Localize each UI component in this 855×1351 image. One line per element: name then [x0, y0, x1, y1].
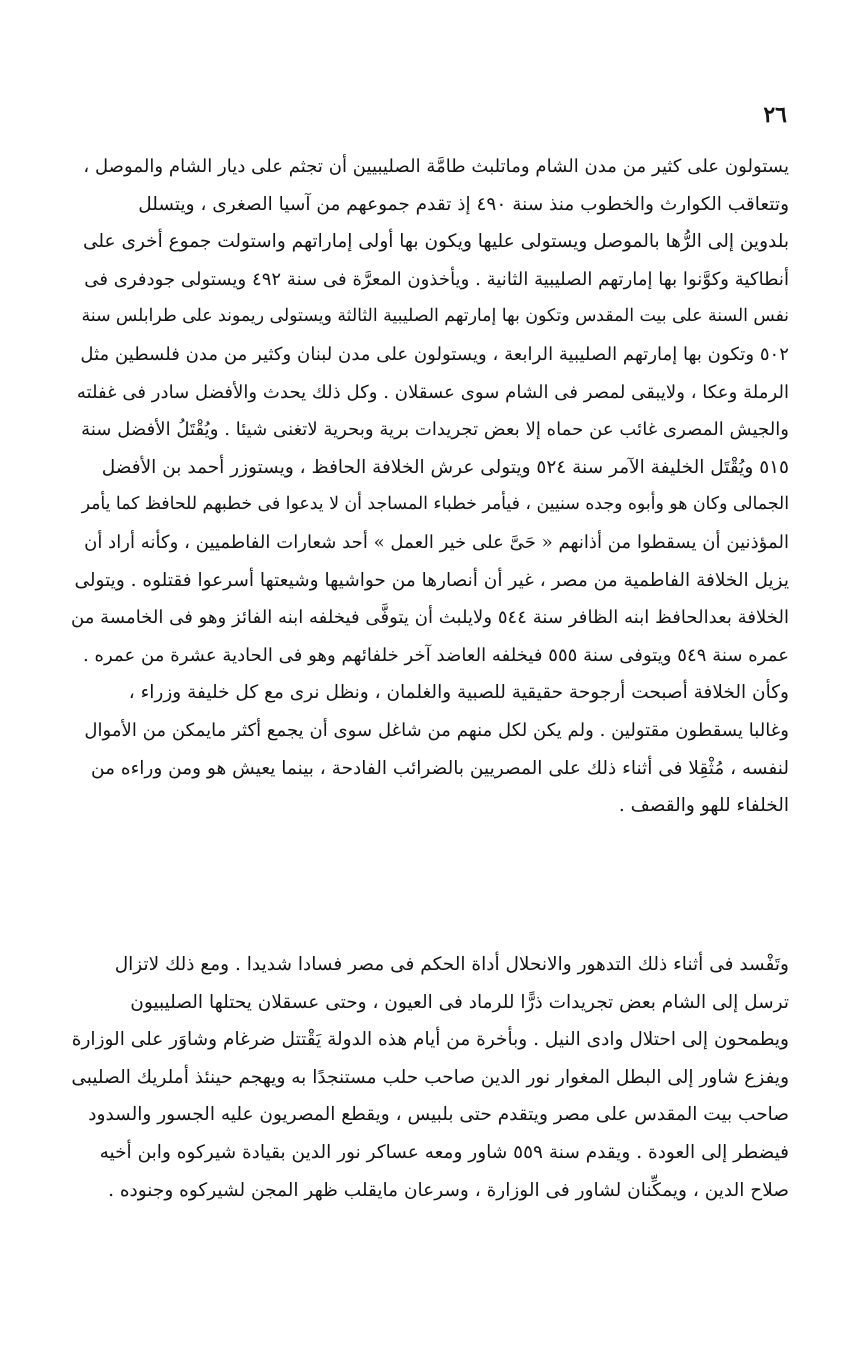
text-line: ويطمحون إلى احتلال وادى النيل . وبأخرة من أيام هذه الدولة يَقْتتل ضرغام وشاوَر على الوزارة: [71, 1029, 789, 1051]
text-line: والجيش المصرى غائب عن حماه إلا بعض تجريدات برية وبحرية لاتغنى شيئا . ويُقْتَلُ الأفضل سنة: [81, 419, 789, 441]
text-line: الخلافة بعدالحافظ ابنه الظافر سنة ٥٤٤ ولايلبث أن يتوفَّى فيخلفه ابنه الفائز وهو فى الخامسة من: [71, 607, 789, 629]
text-line: لنفسه ، مُثْقِلا فى أثناء ذلك على المصريين بالضرائب الفادحة ، بينما يعيش هو ومن وراءه من: [91, 757, 789, 779]
text-line: ترسل إلى الشام بعض تجريدات ذرًّا للرماد فى العيون ، وحتى عسقلان يحتلها الصليبيون: [130, 991, 789, 1013]
text-line: صاحب بيت المقدس على مصر ويتقدم حتى بلبيس ، ويقطع المصريون عليه الجسور والسدود: [88, 1104, 789, 1126]
text-line: الرملة وعكا ، ولايبقى لمصر فى الشام سوى عسقلان . وكل ذلك يحدث والأفضل سادر فى غفلته: [76, 381, 789, 403]
text-line: عمره سنة ٥٤٩ ويتوفى سنة ٥٥٥ فيخلفه العاضد آخر خلفائهم وهو فى الحادية عشرة من عمره .: [83, 644, 789, 666]
paragraph-2: [71, 946, 789, 1209]
text-line: بلدوين إلى الرُّها بالموصل ويستولى عليها ويكون بها أولى إماراتهم واستولت جموع أخرى على: [83, 231, 789, 253]
paragraph-1: [71, 148, 789, 825]
text-line: يستولون على كثير من مدن الشام وماتلبث طامَّة الصليبيين أن تجثم على ديار الشام والموصل ،: [83, 156, 789, 177]
text-line: الجمالى وكان هو وأبوه وجده سنيين ، فيأمر خطباء المساجد أن لا يدعوا فى خطبهم للحافظ كما يأمر: [81, 494, 789, 515]
text-line: فيضطر إلى العودة . ويقدم سنة ٥٥٩ شاور ومعه عساكر نور الدين بقيادة شيركوه وابن أخيه: [99, 1141, 789, 1163]
text-line: ويفزع شاور إلى البطل المغوار نور الدين صاحب حلب مستنجدًا به ويهجم حينئذ أملريك الصليبى: [71, 1066, 789, 1088]
text-line: أنطاكية وكوَّنوا بها إمارتهم الصليبية الثانية . ويأخذون المعرَّة فى سنة ٤٩٢ ويستولى جودفرى فى: [84, 268, 789, 290]
text-line: المؤذنين أن يسقطوا من أذانهم « حَىَّ على خير العمل » أحد شعارات الفاطميين ، وكأنه أراد أن: [84, 531, 789, 553]
text-line: وتَفْسد فى أثناء ذلك التدهور والانحلال أداة الحكم فى مصر فسادا شديدا . ومع ذلك لاتزال: [114, 954, 789, 975]
text-line: نفس السنة على بيت المقدس وتكون بها إمارتهم الصليبية الثالثة ويستولى ريموند على طرابلس سنة: [81, 306, 789, 327]
text-line: وكأن الخلافة أصبحت أرجوحة حقيقية للصبية والغلمان ، ونظل نرى مع كل خليفة وزراء ،: [128, 682, 789, 704]
text-line: صلاح الدين ، ويمكِّنان لشاور فى الوزارة ، وسرعان مايقلب ظهر المجن لشيركوه وجنوده .: [108, 1179, 789, 1201]
text-line: وغالبا يسقطون مقتولين . ولم يكن لكل منهم من شاغل سوى أن يجمع أكثر مايمكن من الأموال: [84, 719, 789, 741]
text-line: وتتعاقب الكوارث والخطوب منذ سنة ٤٩٠ إذ تقدم جموعهم من آسيا الصغرى ، ويتسلل: [138, 193, 789, 215]
text-line: الخلفاء للهو والقصف .: [618, 795, 789, 817]
text-line: ٥١٥ ويُقْتَل الخليفة الآمر سنة ٥٢٤ ويتولى عرش الخلافة الحافظ ، ويستوزر أحمد بن الأفضل: [101, 456, 789, 478]
text-line: يزيل الخلافة الفاطمية من مصر ، غير أن أنصارها من حواشيها وشيعتها أسرعوا فقتلوه . ويتولى: [74, 569, 789, 591]
text-line: ٥٠٢ وتكون بها إمارتهم الصليبية الرابعة ، ويستولون على مدن لبنان وكثير من مدن فلسطين مثل: [80, 343, 789, 365]
page-number: ٢٦: [763, 102, 787, 128]
